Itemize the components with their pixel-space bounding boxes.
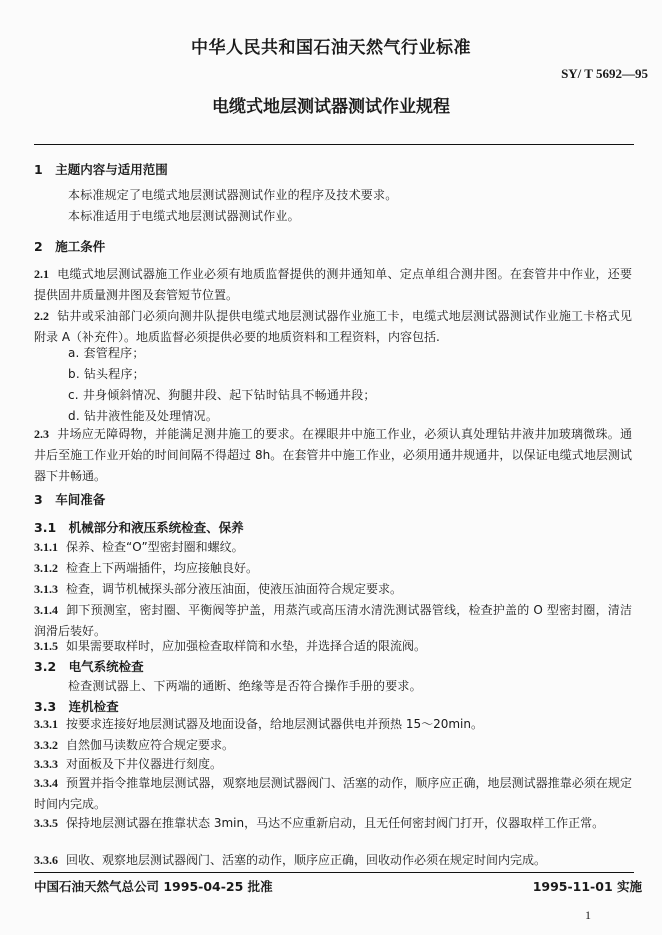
clause-3-3-title: 3.3 连机检查 <box>34 699 119 714</box>
clause-text: 对面板及下井仪器进行刻度。 <box>66 757 223 771</box>
clause-3-3-5 <box>34 813 632 834</box>
list-item: c. 井身倾斜情况、狗腿井段、起下钻时钻具不畅通井段； <box>68 388 376 402</box>
clause-3-2-text: 检查测试器上、下两端的通断、绝缘等是否符合操作手册的要求。 <box>68 679 422 693</box>
clause-3-1-3 <box>34 579 632 600</box>
clause-text: 检查，调节机械探头部分液压油面，使液压油面符合规定要求。 <box>66 582 403 596</box>
clause-2-3-number: 2.3 <box>34 427 49 441</box>
clause-text: 卸下预测室，密封圈、平衡阀等护盖，用蒸汽或高压清水清洗测试器管线，检查护盖的 O 型密封圈，清洁润滑后装好。 <box>34 603 632 638</box>
document-title: 电缆式地层测试器测试作业规程 <box>212 97 450 117</box>
clause-text: 预置并指令推靠地层测试器，观察地层测试器阀门、活塞的动作，顺序应正确，地层测试器推靠必须在规定时间内完成。 <box>34 776 632 811</box>
clause-2-3 <box>34 424 632 487</box>
clause-number: 3.3.2 <box>34 738 58 752</box>
clause-number: 3.1.3 <box>34 582 58 596</box>
page-number: 1 <box>585 908 591 922</box>
clause-text: 自然伽马读数应符合规定要求。 <box>66 738 235 752</box>
clause-2-1-text: 电缆式地层测试器施工作业必须有地质监督提供的测井通知单、定点单组合测井图。在套管井中作业，还要提供固井质量测井图及套管短节位置。 <box>34 267 632 302</box>
list-item: d. 钻井液性能及处理情况。 <box>68 409 219 423</box>
clause-3-1-1 <box>34 537 632 558</box>
clause-number: 3.1.4 <box>34 603 58 617</box>
clause-text: 保养、检查“O”型密封圈和螺纹。 <box>66 540 244 554</box>
standard-code: SY/ T 5692—95 <box>561 66 648 81</box>
clause-number: 3.1.5 <box>34 639 58 653</box>
clause-text: 回收、观察地层测试器阀门、活塞的动作，顺序应正确，回收动作必须在规定时间内完成。 <box>66 853 547 867</box>
clause-3-3-3 <box>34 754 632 775</box>
section-1-para-1: 本标准规定了电缆式地层测试器测试作业的程序及技术要求。 <box>68 188 398 202</box>
list-item: a. 套管程序； <box>68 346 145 360</box>
clause-number: 3.3.6 <box>34 853 58 867</box>
section-1-title: 1 主题内容与适用范围 <box>34 162 168 177</box>
clause-2-1-number: 2.1 <box>34 267 49 281</box>
clause-3-3-4 <box>34 773 632 815</box>
section-3-title: 3 车间准备 <box>34 492 106 507</box>
clause-text: 检查上下两端插件，均应接触良好。 <box>66 561 259 575</box>
clause-3-3-6 <box>34 850 632 871</box>
clause-number: 3.1.1 <box>34 540 58 554</box>
clause-2-1 <box>34 264 632 306</box>
clause-3-1-title: 3.1 机械部分和液压系统检查、保养 <box>34 520 244 535</box>
clause-number: 3.3.4 <box>34 776 58 790</box>
clause-number: 3.3.1 <box>34 717 58 731</box>
implementation-date: 1995-11-01 实施 <box>532 879 642 894</box>
standard-organization: 中华人民共和国石油天然气行业标准 <box>191 38 471 58</box>
section-2-title: 2 施工条件 <box>34 239 106 254</box>
clause-3-1-5 <box>34 636 632 657</box>
header-rule <box>34 144 634 145</box>
clause-3-2-title: 3.2 电气系统检查 <box>34 659 144 674</box>
clause-3-3-1 <box>34 714 632 735</box>
clause-2-2 <box>34 306 632 348</box>
clause-number: 3.3.3 <box>34 757 58 771</box>
clause-number: 3.3.5 <box>34 816 58 830</box>
clause-text: 按要求连接好地层测试器及地面设备，给地层测试器供电并预热 15～20min。 <box>66 717 483 731</box>
clause-text: 如果需要取样时，应加强检查取样筒和水垫，并选择合适的限流阀。 <box>66 639 427 653</box>
clause-3-1-2 <box>34 558 632 579</box>
approval-date: 中国石油天然气总公司 1995-04-25 批准 <box>34 879 273 894</box>
clause-text: 保持地层测试器在推靠状态 3min，马达不应重新启动，且无任何密封阀门打开，仪器取样工作正常。 <box>66 816 605 830</box>
list-item: b. 钻头程序； <box>68 367 145 381</box>
clause-2-2-number: 2.2 <box>34 309 49 323</box>
clause-number: 3.1.2 <box>34 561 58 575</box>
clause-3-3-2 <box>34 735 632 756</box>
footer-rule <box>34 872 634 873</box>
clause-2-3-text: 井场应无障碍物，并能满足测井施工的要求。在裸眼井中施工作业，必须认真处理钻井液井加玻璃微珠。通井后至施工作业开始的时间间隔不得超过 8h。在套管井中施工作业，必须用通井规通井，以保证电缆式地层测试器下井畅通。 <box>34 427 632 483</box>
clause-2-2-text: 钻井或采油部门必须向测井队提供电缆式地层测试器作业施工卡，电缆式地层测试器测试作业施工卡格式见附录 A（补充件）。地质监督必须提供必要的地质资料和工程资料，内容包括. <box>34 309 632 344</box>
section-1-para-2: 本标准适用于电缆式地层测试器测试作业。 <box>68 209 300 223</box>
